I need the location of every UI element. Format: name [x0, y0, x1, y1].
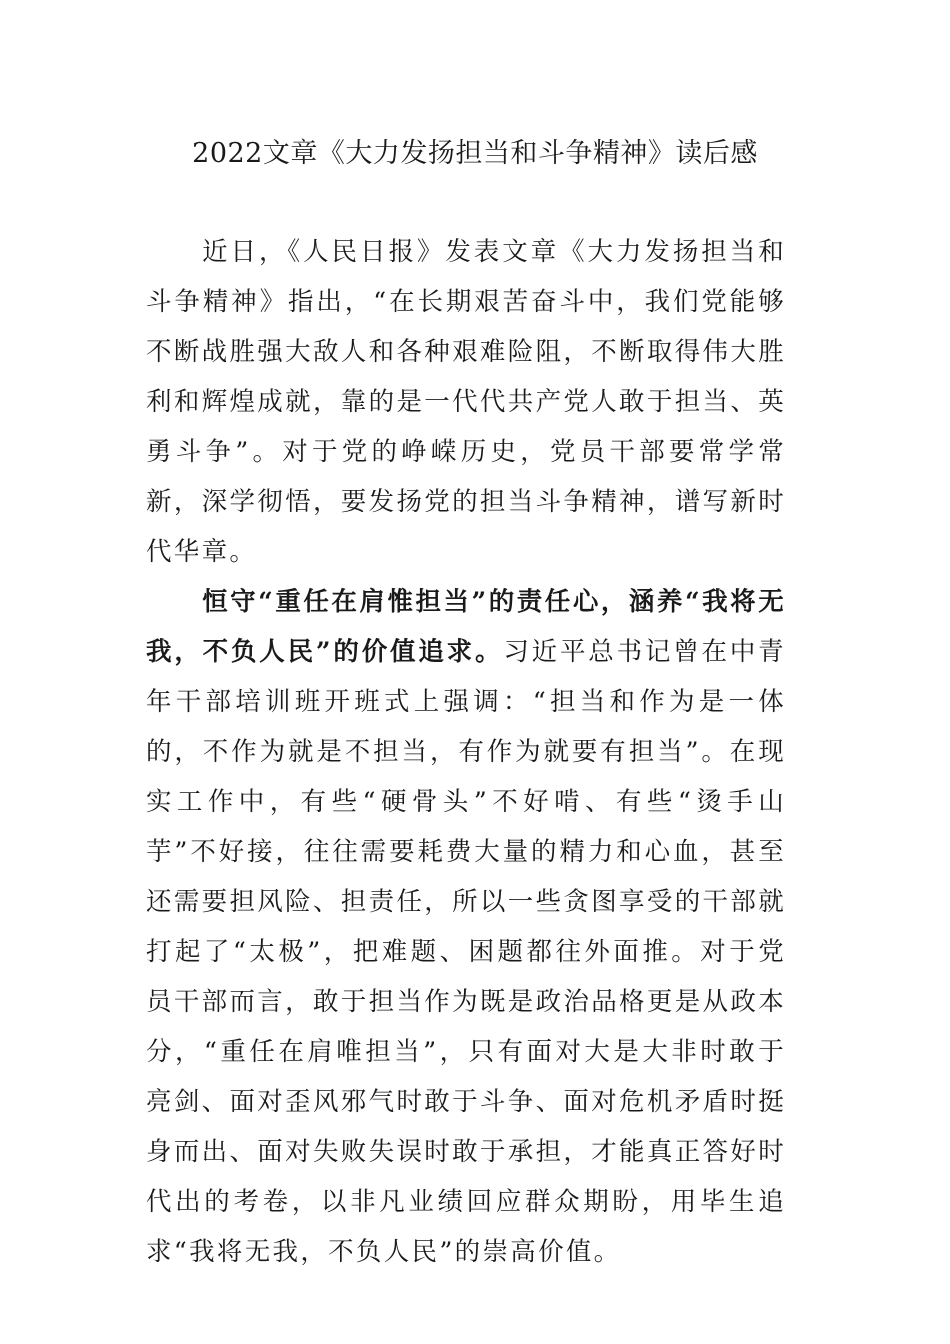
- paragraph-responsibility-lead: 恒守“重任在肩惟担当”的责任心，涵养“我将无我，不负人民”的价值追求。: [146, 587, 786, 667]
- document-body: [146, 227, 786, 1277]
- document-title: 2022文章《大力发扬担当和斗争精神》读后感: [192, 138, 758, 169]
- paragraph-responsibility: [146, 577, 786, 1277]
- paragraph-intro: [146, 227, 786, 577]
- paragraph-intro-text: 近日，《人民日报》发表文章《大力发扬担当和斗争精神》指出，“在长期艰苦奋斗中，我们党能够不断战胜强大敌人和各种艰难险阻，不断取得伟大胜利和辉煌成就，靠的是一代代共产党人敢于担当、英勇斗争”。对于党的峥嵘历史，党员干部要常学常新，深学彻悟，要发扬党的担当斗争精神，谱写新时代华章。: [146, 237, 786, 567]
- paragraph-responsibility-text: 习近平总书记曾在中青年干部培训班开班式上强调：“担当和作为是一体的，不作为就是不担当，有作为就要有担当”。在现实工作中，有些“硬骨头”不好啃、有些“烫手山芋”不好接，往往需要耗费大量的精力和心血，甚至还需要担风险、担责任，所以一些贪图享受的干部就打起了“太极”，把难题、困题都往外面推。对于党员干部而言，敢于担当作为既是政治品格更是从政本分，“重任在肩唯担当”，只有面对大是大非时敢于亮剑、面对歪风邪气时敢于斗争、面对危机矛盾时挺身而出、面对失败失误时敢于承担，才能真正答好时代出的考卷，以非凡业绩回应群众期盼，用毕生追求“我将无我，不负人民”的崇高价值。: [146, 637, 786, 1267]
